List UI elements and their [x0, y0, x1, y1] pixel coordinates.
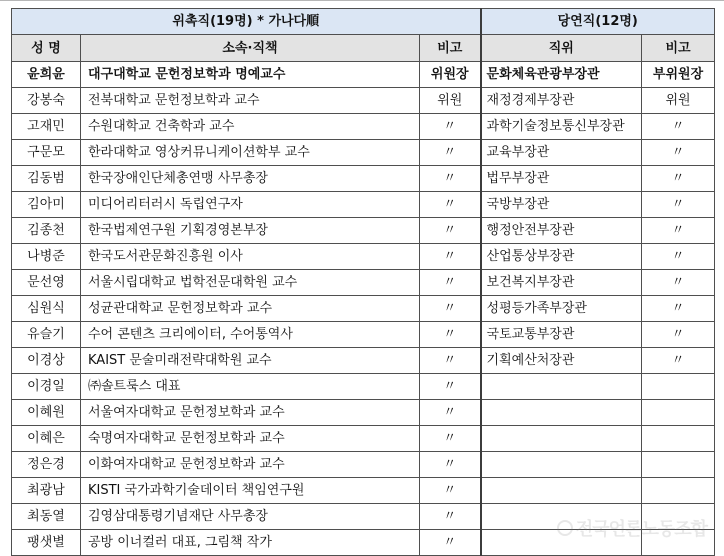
ex-officio-note-cell: 〃: [642, 244, 715, 270]
member-affiliation-cell: 수원대학교 건축학과 교수: [81, 114, 420, 140]
table-row: [12, 452, 715, 478]
table-row: [12, 192, 715, 218]
ex-officio-note-cell: 〃: [642, 140, 715, 166]
ex-officio-position-cell: [481, 374, 642, 400]
table-row: [12, 218, 715, 244]
member-note-cell: 〃: [420, 374, 481, 400]
ex-officio-position-cell: 기획예산처장관: [481, 348, 642, 374]
member-affiliation-cell: 서울시립대학교 법학전문대학원 교수: [81, 270, 420, 296]
ex-officio-note-cell: 〃: [642, 114, 715, 140]
table-row: [12, 140, 715, 166]
member-affiliation-cell: 미디어리터러시 독립연구자: [81, 192, 420, 218]
ex-officio-note-cell: 〃: [642, 192, 715, 218]
member-note-cell: 〃: [420, 348, 481, 374]
member-note-cell: 〃: [420, 400, 481, 426]
member-name-cell: 윤희윤: [12, 62, 81, 88]
member-name-cell: 문선영: [12, 270, 81, 296]
table-column-header-row: [12, 35, 715, 62]
ex-officio-position-cell: 성평등가족부장관: [481, 296, 642, 322]
member-affiliation-cell: 한라대학교 영상커뮤니케이션학부 교수: [81, 140, 420, 166]
top-divider: [0, 0, 724, 5]
ex-officio-position-cell: 문화체육관광부장관: [481, 62, 642, 88]
member-name-cell: 강봉숙: [12, 88, 81, 114]
table-row: [12, 426, 715, 452]
table-row: [12, 296, 715, 322]
member-name-cell: 나병준: [12, 244, 81, 270]
ex-officio-position-cell: [481, 426, 642, 452]
table-row: [12, 244, 715, 270]
affiliation-column-header: 소속·직책: [81, 35, 420, 62]
member-note-cell: 위원장: [420, 62, 481, 88]
ex-officio-note-cell: 부위원장: [642, 62, 715, 88]
member-affiliation-cell: 수어 콘텐츠 크리에이터, 수어통역사: [81, 322, 420, 348]
member-note-cell: 〃: [420, 530, 481, 556]
watermark-text: 전국언론노동조합: [575, 519, 707, 540]
member-affiliation-cell: 전북대학교 문헌정보학과 교수: [81, 88, 420, 114]
member-name-cell: 최동열: [12, 504, 81, 530]
ex-officio-position-cell: [481, 400, 642, 426]
ex-officio-position-cell: 교육부장관: [481, 140, 642, 166]
table-group-header-row: [12, 9, 715, 35]
table-row: [12, 62, 715, 88]
member-note-cell: 〃: [420, 244, 481, 270]
member-name-cell: 구문모: [12, 140, 81, 166]
ex-officio-note-cell: [642, 504, 715, 530]
ex-officio-note-cell: [642, 400, 715, 426]
member-affiliation-cell: 한국장애인단체총연맹 사무총장: [81, 166, 420, 192]
member-name-cell: 유슬기: [12, 322, 81, 348]
ex-officio-position-cell: [481, 530, 642, 556]
ex-officio-position-cell: [481, 478, 642, 504]
member-note-cell: 〃: [420, 452, 481, 478]
table-row: [12, 114, 715, 140]
member-note-cell: 〃: [420, 426, 481, 452]
ex-officio-position-cell: [481, 452, 642, 478]
ex-officio-note-cell: [642, 452, 715, 478]
right-note-column-header: 비고: [642, 35, 715, 62]
table-row: [12, 166, 715, 192]
member-affiliation-cell: KAIST 문술미래전략대학원 교수: [81, 348, 420, 374]
ex-officio-note-cell: [642, 374, 715, 400]
ex-officio-position-cell: 산업통상부장관: [481, 244, 642, 270]
table-row: [12, 400, 715, 426]
member-note-cell: 〃: [420, 140, 481, 166]
table-row: [12, 88, 715, 114]
member-name-cell: 김동범: [12, 166, 81, 192]
member-affiliation-cell: 성균관대학교 문헌정보학과 교수: [81, 296, 420, 322]
ex-officio-note-cell: 〃: [642, 348, 715, 374]
member-name-cell: 심원식: [12, 296, 81, 322]
table-row: [12, 374, 715, 400]
member-name-cell: 김아미: [12, 192, 81, 218]
member-name-cell: 최광남: [12, 478, 81, 504]
appointed-members-header: 위촉직(19명) * 가나다順: [12, 9, 481, 35]
member-affiliation-cell: 서울여자대학교 문헌정보학과 교수: [81, 400, 420, 426]
ex-officio-members-header: 당연직(12명): [481, 9, 715, 35]
member-affiliation-cell: 공방 이너컬러 대표, 그림책 작가: [81, 530, 420, 556]
member-note-cell: 〃: [420, 166, 481, 192]
table-row: [12, 270, 715, 296]
ex-officio-position-cell: 과학기술정보통신부장관: [481, 114, 642, 140]
member-note-cell: 〃: [420, 504, 481, 530]
ex-officio-note-cell: 〃: [642, 270, 715, 296]
ex-officio-note-cell: 〃: [642, 296, 715, 322]
member-name-cell: 정은경: [12, 452, 81, 478]
position-column-header: 직위: [481, 35, 642, 62]
ex-officio-note-cell: 〃: [642, 166, 715, 192]
table-row: [12, 478, 715, 504]
table-row: [12, 504, 715, 530]
table-row: [12, 322, 715, 348]
table-row: [12, 530, 715, 556]
member-name-cell: 이경일: [12, 374, 81, 400]
member-affiliation-cell: 대구대학교 문헌정보학과 명예교수: [81, 62, 420, 88]
member-affiliation-cell: ㈜솔트룩스 대표: [81, 374, 420, 400]
member-note-cell: 〃: [420, 296, 481, 322]
ex-officio-note-cell: 〃: [642, 218, 715, 244]
name-column-header: 성 명: [12, 35, 81, 62]
ex-officio-note-cell: [642, 530, 715, 556]
ex-officio-note-cell: [642, 478, 715, 504]
member-name-cell: 고재민: [12, 114, 81, 140]
member-affiliation-cell: 한국도서관문화진흥원 이사: [81, 244, 420, 270]
member-note-cell: 위원: [420, 88, 481, 114]
member-note-cell: 〃: [420, 478, 481, 504]
ex-officio-position-cell: [481, 504, 642, 530]
ex-officio-note-cell: [642, 426, 715, 452]
member-note-cell: 〃: [420, 270, 481, 296]
ex-officio-position-cell: 국방부장관: [481, 192, 642, 218]
ex-officio-position-cell: 재정경제부장관: [481, 88, 642, 114]
member-name-cell: 김종천: [12, 218, 81, 244]
member-name-cell: 이경상: [12, 348, 81, 374]
ex-officio-position-cell: 국토교통부장관: [481, 322, 642, 348]
table-row: [12, 348, 715, 374]
member-affiliation-cell: 김영삼대통령기념재단 사무총장: [81, 504, 420, 530]
member-affiliation-cell: 숙명여자대학교 문헌정보학과 교수: [81, 426, 420, 452]
member-note-cell: 〃: [420, 218, 481, 244]
member-name-cell: 팽샛별: [12, 530, 81, 556]
member-note-cell: 〃: [420, 192, 481, 218]
ex-officio-note-cell: 〃: [642, 322, 715, 348]
ex-officio-position-cell: 법무부장관: [481, 166, 642, 192]
member-note-cell: 〃: [420, 322, 481, 348]
member-affiliation-cell: 이화여자대학교 문헌정보학과 교수: [81, 452, 420, 478]
ex-officio-note-cell: 위원: [642, 88, 715, 114]
table-body: [12, 62, 715, 556]
member-affiliation-cell: KISTI 국가과학기술데이터 책임연구원: [81, 478, 420, 504]
left-note-column-header: 비고: [420, 35, 481, 62]
member-note-cell: 〃: [420, 114, 481, 140]
member-name-cell: 이혜은: [12, 426, 81, 452]
committee-roster-table: [11, 8, 715, 556]
member-name-cell: 이혜원: [12, 400, 81, 426]
ex-officio-position-cell: 행정안전부장관: [481, 218, 642, 244]
ex-officio-position-cell: 보건복지부장관: [481, 270, 642, 296]
member-affiliation-cell: 한국법제연구원 기획경영본부장: [81, 218, 420, 244]
